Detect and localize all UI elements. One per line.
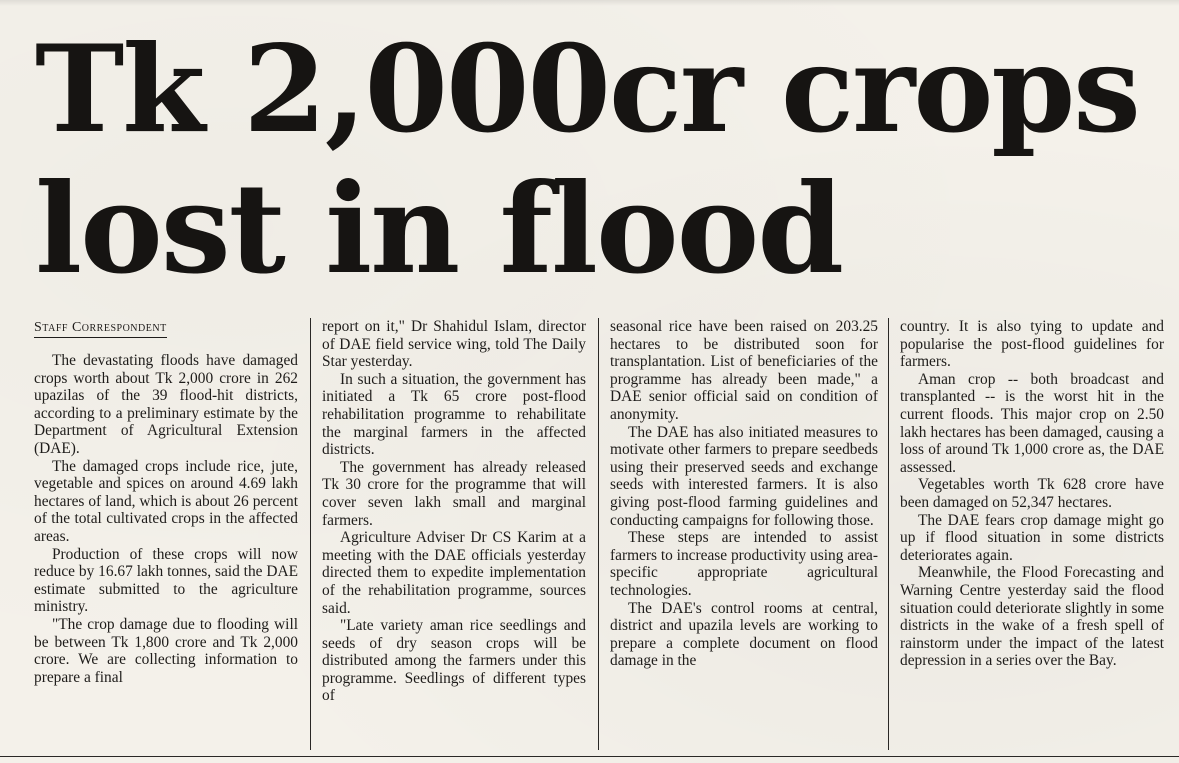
paragraph: report on it," Dr Shahidul Islam, director of DAE field service wing, told The Daily Star yesterday. bbox=[322, 318, 586, 371]
headline-line-1: Tk 2,000cr crops bbox=[35, 19, 1139, 160]
byline: Staff Correspondent bbox=[34, 319, 167, 338]
paragraph: The damaged crops include rice, jute, vegetable and spices on around 4.69 lakh hectares of land, which is about 26 percent of the total cultivated crops in the affected areas. bbox=[34, 457, 298, 545]
paragraph: Meanwhile, the Flood Forecasting and Warning Centre yesterday said the flood situation could deteriorate slightly in some districts in the wake of a fresh spell of rainstorm under the impact of the latest depression in a series over the Bay. bbox=[900, 564, 1164, 670]
article-column-3 bbox=[610, 318, 878, 670]
column-divider bbox=[310, 318, 311, 750]
paragraph: Vegetables worth Tk 628 crore have been damaged on 52,347 hectares. bbox=[900, 476, 1164, 511]
page-edge-shadow bbox=[0, 0, 1179, 6]
paragraph: The DAE has also initiated measures to motivate other farmers to prepare seedbeds using their preserved seeds and exchange seeds with interested farmers. It is also giving post-flood farming guidelines and conducting campaigns for following those. bbox=[610, 423, 878, 529]
paragraph: These steps are intended to assist farmers to increase productivity using area-specific appropriate agricultural technologies. bbox=[610, 529, 878, 599]
paragraph: "Late variety aman rice seedlings and seeds of dry season crops will be distributed among the farmers under this programme. Seedlings of different types of bbox=[322, 617, 586, 705]
headline bbox=[35, 20, 1139, 300]
paragraph: Agriculture Adviser Dr CS Karim at a meeting with the DAE officials yesterday directed them to expedite implementation of the rehabilitation programme, sources said. bbox=[322, 529, 586, 617]
paragraph: The devastating floods have damaged crops worth about Tk 2,000 crore in 262 upazilas of the 39 flood-hit districts, according to a preliminary estimate by the Department of Agricultural Extension (DAE). bbox=[34, 352, 298, 457]
column-divider bbox=[598, 318, 599, 750]
paragraph: The government has already released Tk 30 crore for the programme that will cover seven lakh small and marginal farmers. bbox=[322, 458, 586, 529]
paragraph: In such a situation, the government has initiated a Tk 65 crore post-flood rehabilitation programme to rehabilitate the marginal farmers in the affected districts. bbox=[322, 370, 586, 459]
bottom-rule bbox=[0, 756, 1179, 757]
paragraph: country. It is also tying to update and popularise the post-flood guidelines for farmers. bbox=[900, 318, 1164, 371]
paragraph: Aman crop -- both broadcast and transplanted -- is the worst hit in the current floods. This major crop on 2.50 lakh hectares has been damaged, causing a loss of around Tk 1,000 crore as, the DAE assessed. bbox=[900, 370, 1164, 476]
paragraph: "The crop damage due to flooding will be between Tk 1,800 crore and Tk 2,000 crore. We are collecting information to prepare a final bbox=[34, 615, 298, 686]
paragraph: seasonal rice have been raised on 203.25 hectares to be distributed soon for transplantation. List of beneficiaries of the programme has already been made," a DAE senior official said on condition of anonymity. bbox=[610, 318, 878, 423]
paragraph: The DAE's control rooms at central, district and upazila levels are working to prepare a complete document on flood damage in the bbox=[610, 599, 878, 670]
headline-line-2: lost in flood bbox=[35, 157, 843, 302]
paragraph: The DAE fears crop damage might go up if flood situation in some districts deteriorates again. bbox=[900, 511, 1164, 564]
article-column-2 bbox=[322, 318, 586, 705]
paragraph: Production of these crops will now reduce by 16.67 lakh tonnes, said the DAE estimate submitted to the agriculture ministry. bbox=[34, 545, 298, 616]
column-divider bbox=[888, 318, 889, 750]
article-column-4 bbox=[900, 318, 1164, 670]
article-column-1 bbox=[34, 318, 298, 686]
